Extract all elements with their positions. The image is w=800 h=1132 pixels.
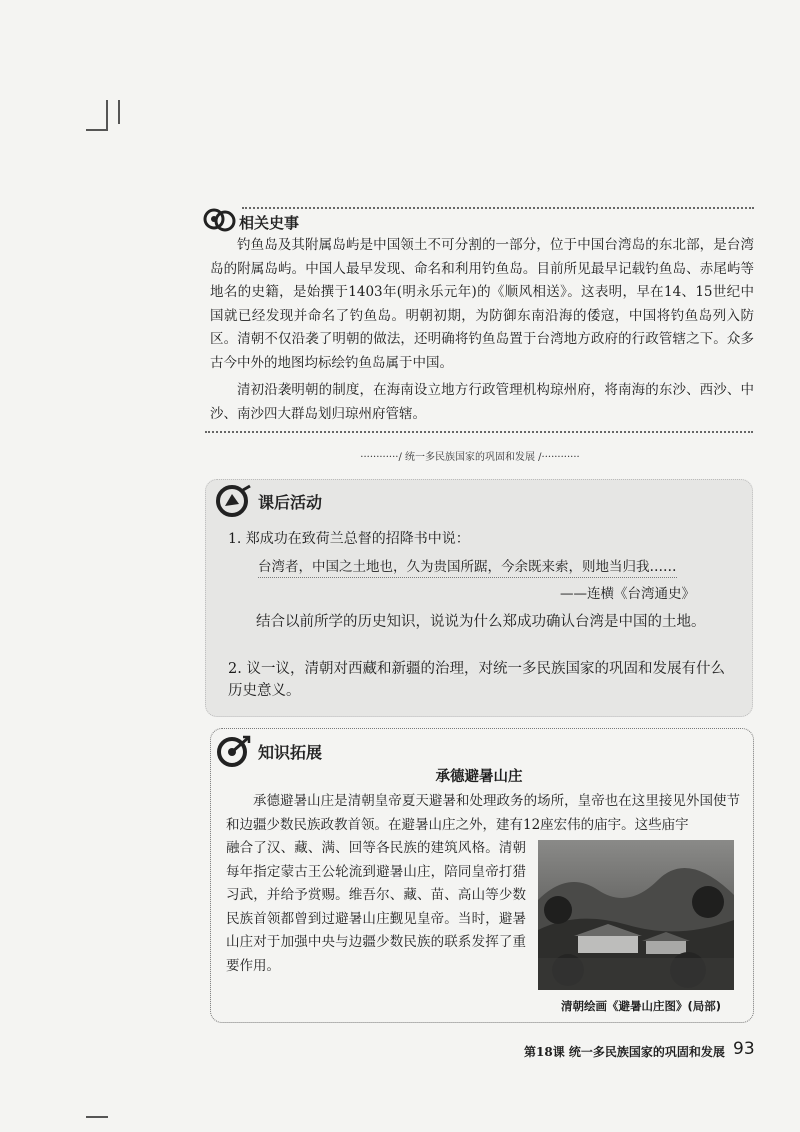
knowledge-paragraph-rest: 融合了汉、藏、满、回等各民族的建筑风格。清朝每年指定蒙古王公轮流到避暑山庄，陪同皇帝打猎习武，并给予赏赐。维吾尔、藏、苗、高山等少数民族首领都曾到过避暑山庄觐见皇帝。当时，避暑山庄对于加强中央与边疆少数民族的联系发挥了重要作用。	[226, 840, 526, 974]
activity-quote: 台湾者，中国之土地也，久为贵国所踞，今余既来索，则地当归我……	[258, 555, 677, 578]
activities-title: 课后活动	[258, 493, 323, 512]
bottom-dotted-rule	[205, 431, 753, 433]
knowledge-icon	[215, 734, 253, 768]
knowledge-subtitle: 承德避暑山庄	[435, 769, 523, 785]
activities-icon	[215, 484, 253, 518]
crop-mark-left	[86, 129, 108, 131]
top-dotted-rule	[242, 207, 754, 209]
related-history-icon	[202, 205, 238, 235]
activity-question-1: 1. 郑成功在致荷兰总督的招降书中说：	[228, 531, 470, 547]
activity-question-2: 2. 议一议，清朝对西藏和新疆的治理，对统一多民族国家的巩固和发展有什么历史意义。	[228, 661, 725, 699]
knowledge-paragraph-lead: 承德避暑山庄是清朝皇帝夏天避暑和处理政务的场所，皇帝也在这里接见外国使节和边疆少数民族政教首领。在避暑山庄之外，建有12座宏伟的庙宇。这些庙宇	[226, 793, 740, 833]
crop-mark-bottom	[86, 1116, 108, 1118]
related-history-paragraph-2: 清初沿袭明朝的制度，在海南设立地方行政管理机构琼州府，将南海的东沙、西沙、中沙、南沙四大群岛划归琼州府管辖。	[210, 382, 754, 422]
painting-caption: 清朝绘画《避暑山庄图》(局部)	[560, 999, 721, 1013]
summer-resort-painting	[538, 840, 734, 990]
related-history-title: 相关史事	[239, 214, 300, 232]
crop-mark-left-vertical	[106, 100, 108, 130]
running-header: ············/ 统一多民族国家的巩固和发展 /············	[360, 452, 580, 463]
knowledge-title: 知识拓展	[258, 743, 323, 762]
footer-lesson-title: 第18课 统一多民族国家的巩固和发展	[524, 1045, 725, 1059]
activity-quote-source: ——连横《台湾通史》	[560, 586, 695, 602]
activity-question-1-task: 结合以前所学的历史知识，说说为什么郑成功确认台湾是中国的土地。	[256, 614, 706, 630]
related-history-paragraph-1: 钓鱼岛及其附属岛屿是中国领土不可分割的一部分，位于中国台湾岛的东北部，是台湾岛的附属岛屿。中国人最早发现、命名和利用钓鱼岛。目前所见最早记载钓鱼岛、赤尾屿等地名的史籍，是始撰于1403年(明永乐元年)的《顺风相送》。这表明，早在14、15世纪中国就已经发现并命名了钓鱼岛。明朝初期，为防御东南沿海的倭寇，中国将钓鱼岛列入防区。清朝不仅沿袭了明朝的做法，还明确将钓鱼岛置于台湾地方政府的行政管辖之下。众多古今中外的地图均标绘钓鱼岛属于中国。	[210, 237, 754, 371]
page-number: 93	[733, 1039, 755, 1059]
crop-mark-vertical	[118, 100, 120, 124]
